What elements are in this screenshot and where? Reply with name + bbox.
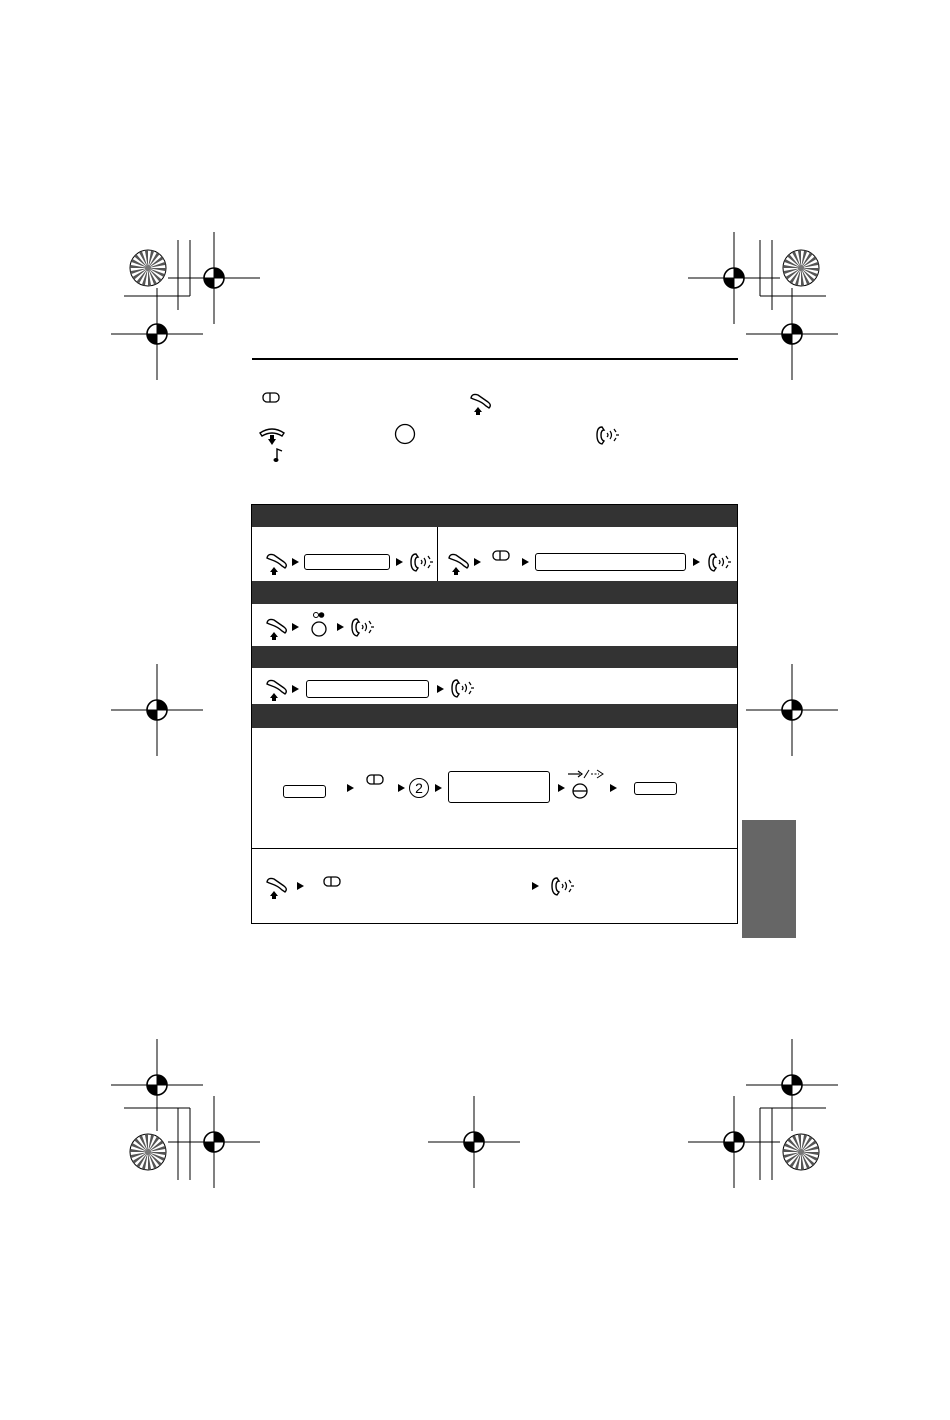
on-hook-icon xyxy=(258,425,286,447)
number-entry-field[interactable] xyxy=(448,771,550,803)
step-arrow xyxy=(532,882,539,890)
tone-icon xyxy=(272,446,286,464)
step-arrow xyxy=(337,623,344,631)
off-hook-icon xyxy=(446,552,472,576)
section-4-divider xyxy=(252,848,737,849)
step-arrow xyxy=(558,784,565,792)
step-arrow xyxy=(437,685,444,693)
step-arrow xyxy=(347,784,354,792)
step-arrow xyxy=(693,558,700,566)
off-hook-icon xyxy=(264,876,290,900)
chapter-side-tab xyxy=(742,820,796,938)
talk-icon xyxy=(449,678,475,700)
starburst-wheel xyxy=(783,1134,819,1170)
talk-icon xyxy=(408,552,434,574)
section-2-header xyxy=(252,581,737,604)
hold-key-icon xyxy=(492,550,512,562)
hold-key-icon xyxy=(262,392,282,404)
talk-icon xyxy=(549,876,575,898)
starburst-wheel xyxy=(783,250,819,286)
starburst-wheel xyxy=(130,1134,166,1170)
step-arrow xyxy=(292,685,299,693)
section-4-header xyxy=(252,704,737,728)
step-arrow xyxy=(396,558,403,566)
hold-key-icon xyxy=(366,774,386,786)
off-hook-icon xyxy=(468,392,494,416)
auto-dial-store-icon xyxy=(566,768,608,802)
step-arrow xyxy=(398,784,405,792)
number-entry-field[interactable] xyxy=(304,554,390,570)
starburst-wheel xyxy=(130,250,166,286)
off-hook-icon xyxy=(264,617,290,641)
number-key-2[interactable]: 2 xyxy=(409,778,429,798)
step-arrow xyxy=(292,623,299,631)
step-arrow xyxy=(610,784,617,792)
program-button-field[interactable] xyxy=(283,785,326,798)
memory-button-icon xyxy=(308,611,330,639)
number-entry-field[interactable] xyxy=(535,553,686,571)
step-arrow xyxy=(292,558,299,566)
step-arrow xyxy=(522,558,529,566)
program-button-field[interactable] xyxy=(634,782,677,795)
step-arrow xyxy=(297,882,304,890)
section-1-divider xyxy=(437,527,438,581)
section-3-header xyxy=(252,646,737,668)
talk-icon xyxy=(349,617,375,639)
step-arrow xyxy=(474,558,481,566)
extension-field[interactable] xyxy=(306,680,429,698)
hold-key-icon xyxy=(323,876,343,888)
talk-icon xyxy=(594,425,620,447)
talk-icon xyxy=(706,552,732,574)
off-hook-icon xyxy=(264,552,290,576)
section-1-header xyxy=(252,505,737,527)
button-circle-icon xyxy=(394,423,416,445)
off-hook-icon xyxy=(264,678,290,702)
step-arrow xyxy=(435,784,442,792)
header-rule xyxy=(252,358,738,360)
